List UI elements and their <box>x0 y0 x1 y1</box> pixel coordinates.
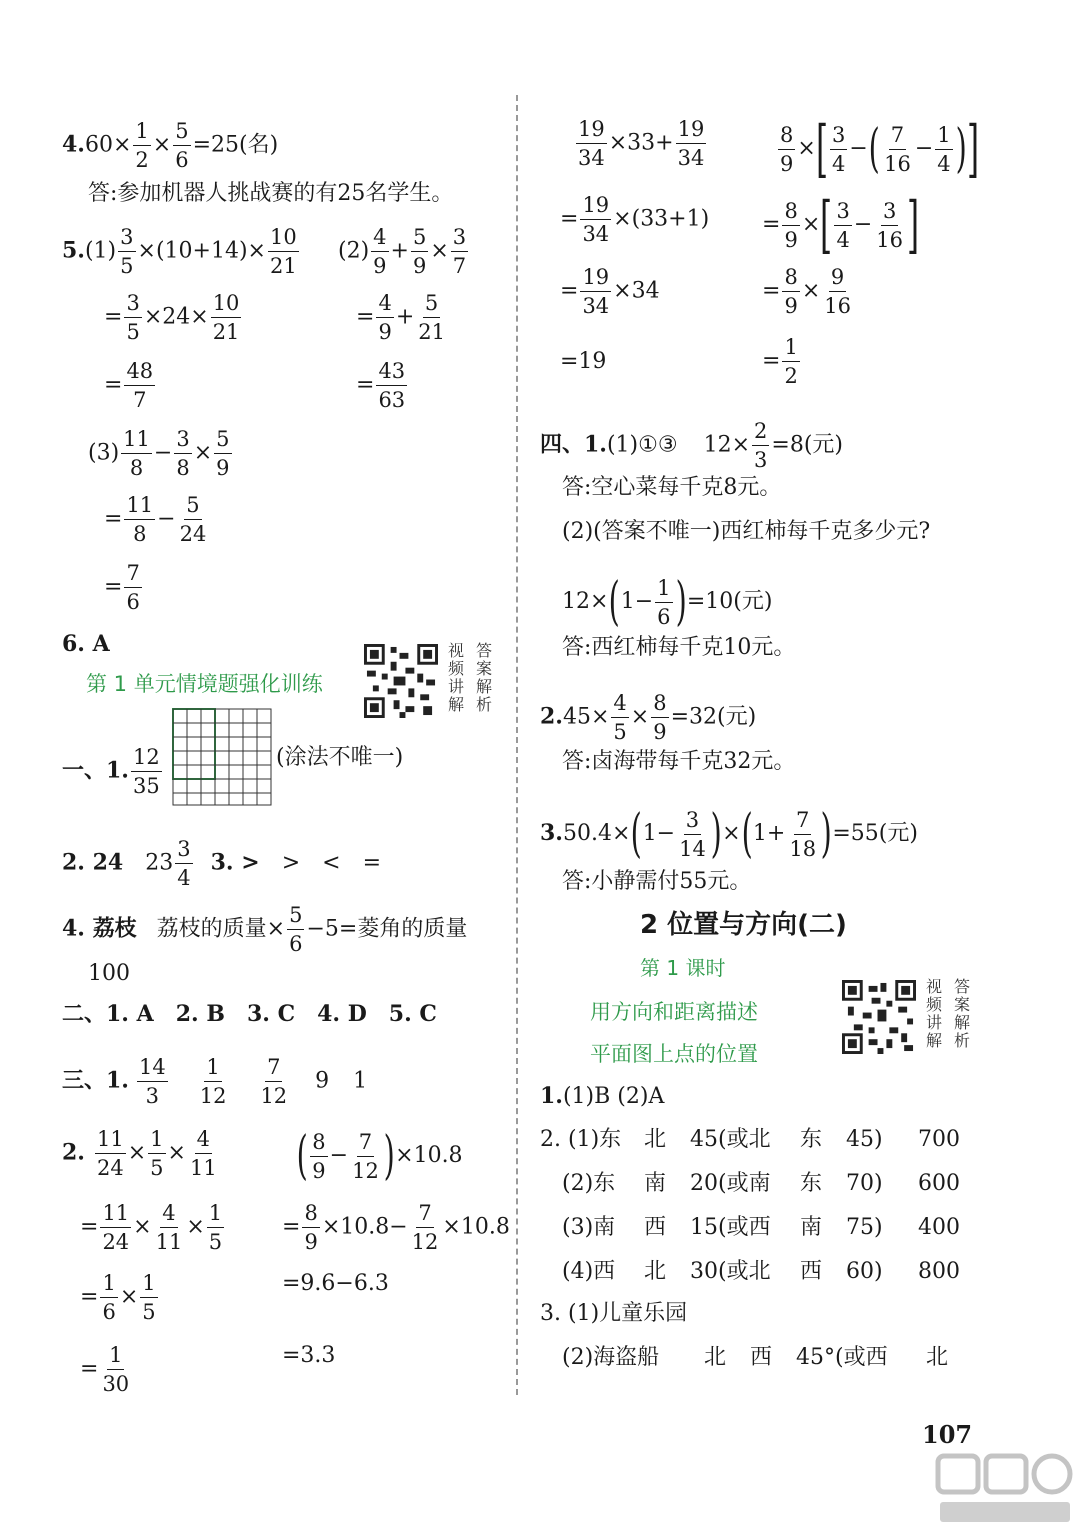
s4-q3: 3.50.4×(1− $\frac{3}{14}$ )×(1+ $\frac{7}{18}$ )=55(元) <box>540 804 918 864</box>
s4-q2: 2.45× $\frac{4}{5}$ × $\frac{8}{9}$ =32(元) <box>540 691 757 744</box>
pos-q2-row2: (2)东 南 20(或南 东 70) 600 <box>562 1171 960 1196</box>
lesson-label: 第 1 课时 <box>640 956 726 980</box>
pos-q1: 1.(1)B (2)A <box>540 1083 665 1109</box>
unit-title: 第 1 单元情境题强化训练 <box>86 672 323 696</box>
right-calc1-line4: =19 <box>560 349 607 374</box>
left-q4-answer: 答:参加机器人挑战赛的有25名学生。 <box>88 181 454 206</box>
s2-answers: 二、1. A 2. B 3. C 4. D 5. C <box>62 1001 437 1027</box>
s3-q2-b-line2: = $\frac{8}{9}$ ×10.8− $\frac{7}{12}$ ×10.8 <box>282 1201 510 1254</box>
column-divider <box>516 95 518 1395</box>
s3-q2-a-line1: 2. $\frac{11}{24}$ × $\frac{1}{5}$ × $\frac{4}{11}$ <box>62 1127 217 1180</box>
watermark-logo-icon <box>930 1450 1080 1530</box>
s3-q2-b-line4: =3.3 <box>282 1343 336 1368</box>
s4-q3-answer: 答:小静需付55元。 <box>562 869 752 894</box>
qr-label-video: 视 频 讲 解 <box>448 641 465 714</box>
right-calc2-line2: = $\frac{8}{9}$ ×[ $\frac{3}{4}$ − $\frac{3}{16}$ ] <box>762 188 920 261</box>
left-q5-p2-line3: = $\frac{43}{63}$ <box>356 359 406 412</box>
chapter-title: 2 位置与方向(二) <box>640 910 847 940</box>
s1-q2-q3: 2. 24 23 $\frac{3}{4}$ 3. > > < = <box>62 837 381 890</box>
right-calc2-line4: = $\frac{1}{2}$ <box>762 335 798 388</box>
s4-q1-part2: (2)(答案不唯一)西红柿每千克多少元? <box>562 519 931 544</box>
left-q5-p1-line3: = $\frac{48}{7}$ <box>104 359 154 412</box>
pos-q3-part2: (2)海盗船 北 西 45°(或西 北 <box>562 1345 949 1370</box>
left-q5-p3-line3: = $\frac{7}{6}$ <box>104 561 140 614</box>
pos-q2-row1: 2. (1)东 北 45(或北 东 45) 700 <box>540 1127 960 1152</box>
left-q5-p2-line2: = $\frac{4}{9}$ + $\frac{5}{21}$ <box>356 291 445 344</box>
s4-q1: 四、1.(1)①③ 12× $\frac{2}{3}$ =8(元) <box>540 419 843 472</box>
pos-q2-row4: (4)西 北 30(或北 西 60) 800 <box>562 1259 960 1284</box>
s3-q1: 三、1. $\frac{14}{3}$ $\frac{1}{12}$ $\frac{7}{12}$ 9 1 <box>62 1055 368 1108</box>
pos-q2-row3: (3)南 西 15(或西 南 75) 400 <box>562 1215 960 1240</box>
qr-code-icon[interactable] <box>842 980 916 1054</box>
qr-label-answer: 答 案 解 析 <box>476 641 493 714</box>
s4-q1-part2-calc: 12×(1− $\frac{1}{6}$ )=10(元) <box>562 572 773 632</box>
s1-q1: 一、1. $\frac{12}{35}$ <box>62 745 160 798</box>
s3-q2-a-line2: = $\frac{11}{24}$ × $\frac{4}{11}$ × $\frac{1}{5}$ <box>80 1201 223 1254</box>
s4-q1-part2-answer: 答:西红柿每千克10元。 <box>562 635 796 660</box>
left-q5-p2-line1: (2) $\frac{4}{9}$ + $\frac{5}{9}$ × $\frac{3}{7}$ <box>338 225 467 278</box>
right-calc2-line3: = $\frac{8}{9}$ × $\frac{9}{16}$ <box>762 265 851 318</box>
qr-label-answer: 答 案 解 析 <box>954 977 971 1050</box>
s3-q2-a-line3: = $\frac{1}{6}$ × $\frac{1}{5}$ <box>80 1271 156 1324</box>
left-q5-p1-line1: 5.(1) $\frac{3}{5}$ ×(10+14)× $\frac{10}{21}$ <box>62 225 297 278</box>
s1-q4-value: 100 <box>88 961 130 986</box>
shaded-grid-figure <box>172 708 274 806</box>
lesson-title-line1: 用方向和距离描述 <box>590 1000 758 1024</box>
left-q5-p3-line2: = $\frac{11}{8}$ − $\frac{5}{24}$ <box>104 493 207 546</box>
right-calc2-line1: $\frac{8}{9}$ ×[ $\frac{3}{4}$ −( $\frac{7}{16}$ − $\frac{1}{4}$ )] <box>780 112 980 185</box>
s1-q4: 4. 荔枝 荔枝的质量× $\frac{5}{6}$ −5=菱角的质量 <box>62 903 468 956</box>
qr-code-icon[interactable] <box>364 644 438 718</box>
left-q5-p3-line1: (3) $\frac{11}{8}$ − $\frac{3}{8}$ × $\frac{5}{9}$ <box>88 427 230 480</box>
right-calc1-line1: $\frac{19}{34}$ ×33+ $\frac{19}{34}$ <box>578 117 705 170</box>
right-calc1-line3: = $\frac{19}{34}$ ×34 <box>560 265 660 318</box>
s3-q2-b-line1: ( $\frac{8}{9}$ − $\frac{7}{12}$ )×10.8 <box>296 1126 463 1186</box>
left-q5-p1-line2: = $\frac{3}{5}$ ×24× $\frac{10}{21}$ <box>104 291 240 344</box>
s4-q2-answer: 答:卤海带每千克32元。 <box>562 749 796 774</box>
s3-q2-b-line3: =9.6−6.3 <box>282 1271 389 1296</box>
s4-q1-answer: 答:空心菜每千克8元。 <box>562 475 782 500</box>
qr-label-video: 视 频 讲 解 <box>926 977 943 1050</box>
left-q4: 4.60× $\frac{1}{2}$ × $\frac{5}{6}$ =25(名) <box>62 119 279 172</box>
lesson-title-line2: 平面图上点的位置 <box>590 1042 758 1066</box>
pos-q3-part1: 3. (1)儿童乐园 <box>540 1301 688 1326</box>
left-q6: 6. A <box>62 631 110 657</box>
s1-q1-note: (涂法不唯一) <box>276 745 404 770</box>
page-number: 107 <box>922 1420 973 1449</box>
s3-q2-a-line4: = $\frac{1}{30}$ <box>80 1343 130 1396</box>
right-calc1-line2: = $\frac{19}{34}$ ×(33+1) <box>560 193 710 246</box>
